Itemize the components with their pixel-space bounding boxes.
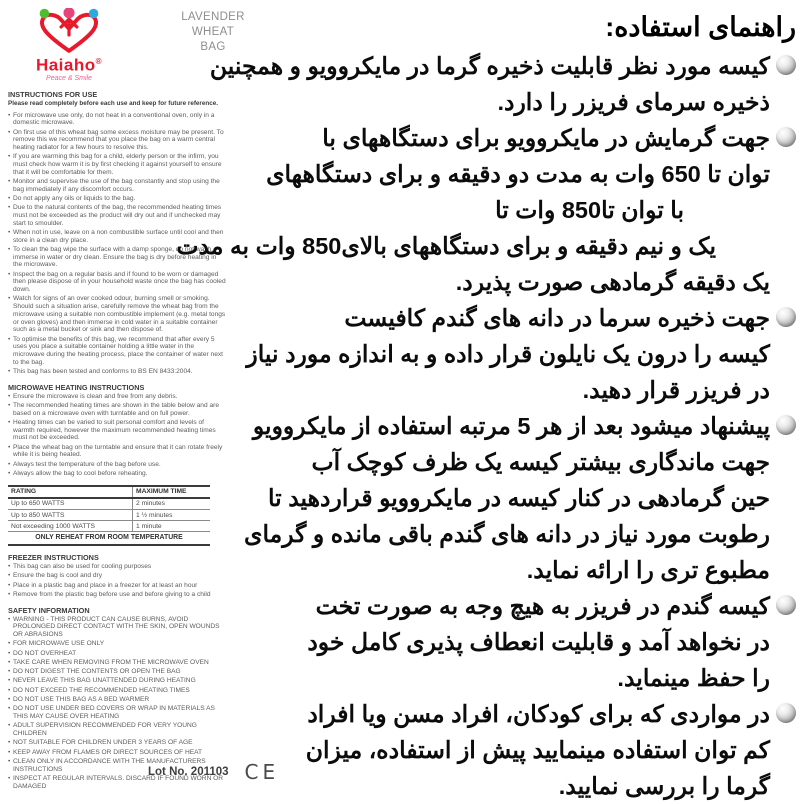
persian-text-line: حین گرمادهی در کنار کیسه در مایکروویو قراردهید تا [267,485,770,511]
persian-text-line: جهت گرمایش در مایکروویو برای دستگاههای با [322,125,770,151]
instructions-subheading: Please read completely before each use and keep for future reference. [8,99,218,107]
sphere-bullet-icon [776,55,796,75]
table-row [8,521,210,532]
table-header-cell: MAXIMUM TIME [133,486,211,498]
list-item: • Remove from the plastic bag before use and before giving to a child [8,591,226,599]
table-row [8,510,210,521]
list-item: • KEEP AWAY FROM FLAMES OR DIRECT SOURCES OF HEAT [8,749,226,757]
persian-text-line: کم توان استفاده مینمایید پیش از استفاده، میزان [305,737,770,763]
list-item: • For microwave use only, do not heat in a conventional oven, only in a domestic microwave. [8,112,226,127]
persian-text-line: کیسه گندم در فریزر به هیچ وجه به صورت تخت [315,593,770,619]
list-item: • Due to the natural contents of the bag, the recommended heating times must not be exceeded as the product will dry out and if unchecked may start to smoulder. [8,204,226,227]
persian-bullet [222,408,796,588]
persian-bullet [222,696,796,804]
list-item: • This bag has been tested and conforms to BS EN 8433:2004. [8,368,226,376]
sphere-bullet-icon [776,127,796,147]
list-item: • DO NOT DIGEST THE CONTENTS OR OPEN THE BAG [8,668,226,676]
list-item: • To clean the bag wipe the surface with a damp sponge, do not wash, immerse in water or dry clean. Ensure the bag is dry before heating in the microwave. [8,246,226,269]
table-header-cell: RATING [8,486,133,498]
list-item: • FOR MICROWAVE USE ONLY [8,640,226,648]
persian-bullet-line [222,120,796,156]
heating-time-table [8,485,210,533]
table-cell: 2 minutes [133,498,211,510]
list-item: • Monitor and supervise the use of the bag constantly and stop using the bag immediately if any discomfort occurs. [8,178,226,193]
microwave-heading: MICROWAVE HEATING INSTRUCTIONS [8,382,145,392]
product-title-line: LAVENDER [181,11,245,23]
sphere-bullet-icon [776,703,796,723]
list-item: • Watch for signs of an over cooked odour, burning smell or smoking. Should such a situation arise, carefully remove the wheat bag from the microwave using a suitable non combustible implement (e.g. metal tongs or oven gloves) and then immerse in cold water in a suitable container such as a metal bucket or sink and then dispose of. [8,295,226,334]
list-item: • NOT SUITABLE FOR CHILDREN UNDER 3 YEARS OF AGE [8,739,226,747]
freezer-heading: FREEZER INSTRUCTIONS [8,552,99,562]
persian-text-line: در فریزر قرار دهید. [582,377,770,403]
list-item: • DO NOT EXCEED THE RECOMMENDED HEATING TIMES [8,687,226,695]
sphere-bullet-icon [776,415,796,435]
persian-text-line: در مواردی که برای کودکان، افراد مسن ویا افراد [307,701,770,727]
product-title-line: BAG [200,41,226,53]
list-item: • This bag can also be used for cooling purposes [8,563,226,571]
list-item: • On first use of this wheat bag some excess moisture may be present. To remove this we recommend that you place the bag on a warm central heating radiator for a few hours to resolve this. [8,129,226,152]
list-item: • INSPECT AT REGULAR INTERVALS. DISCARD IF FOUND WORN OR DAMAGED [8,775,226,790]
persian-text-line: مطبوع تری را ارائه نماید. [526,557,770,583]
list-item: • DO NOT OVERHEAT [8,650,226,658]
brand-name: Haiaho® [35,55,103,75]
persian-bullet [222,588,796,696]
list-item: • Ensure the bag is cool and dry [8,572,226,580]
microwave-list [8,393,226,478]
list-item: • Inspect the bag on a regular basis and if found to be worn or damaged then please dispose of in your household waste once the bag has cooled down. [8,271,226,294]
instructions-heading: INSTRUCTIONS FOR USE [8,89,98,99]
sphere-bullet-icon [776,595,796,615]
list-item: • CLEAN ONLY IN ACCORDANCE WITH THE MANUFACTURERS INSTRUCTIONS [8,758,226,773]
persian-text-line: جهت ماندگاری بیشتر کیسه یک ظرف کوچک آب [311,449,770,475]
list-item: • Place in a plastic bag and place in a freezer for at least an hour [8,582,226,590]
list-item: • TAKE CARE WHEN REMOVING FROM THE MICROWAVE OVEN [8,659,226,667]
sphere-bullet-icon [776,307,796,327]
ce-mark-icon: CE [244,760,280,784]
heart-figures-icon [14,8,124,54]
list-item: • Place the wheat bag on the turntable and ensure that it can rotate freely while it is being heated. [8,444,226,459]
persian-bullet-line [222,408,796,444]
list-item: • DO NOT USE UNDER BED COVERS OR WRAP IN MATERIALS AS THIS MAY CAUSE OVER HEATING [8,705,226,720]
table-cell: Up to 650 WATTS [8,498,133,510]
product-title-line: WHEAT [191,26,235,38]
brand-logo [14,8,124,83]
table-cell: Up to 850 WATTS [8,510,133,521]
list-item: • The recommended heating times are shown in the table below and are based on a microwave oven with turntable and on full power. [8,402,226,417]
list-item: • Heating times can be varied to suit personal comfort and levels of warmth required, however the maximum recommended heating times must not be exceeded. [8,419,226,442]
persian-bullet-line [209,48,796,84]
table-footer-note: ONLY REHEAT FROM ROOM TEMPERATURE [8,532,210,546]
persian-text-line: یک دقیقه گرمادهی صورت پذیرد. [455,269,770,295]
brand-tagline: Peace & Smile [46,74,92,82]
persian-text-line: را حفظ مینماید. [617,665,770,691]
list-item: • Always allow the bag to cool before reheating. [8,470,226,478]
persian-bullet-line [222,300,796,336]
persian-text-line: کیسه مورد نظر قابلیت ذخیره گرما در مایکروویو و همچنین [209,53,770,79]
persian-text-line: جهت ذخیره سرما در دانه های گندم کافیست [344,305,770,331]
list-item: • Do not apply any oils or liquids to the bag. [8,195,226,203]
list-item: • To optimise the benefits of this bag, we recommend that after every 5 uses you place a suitable container holding a little water in the microwave during the heating process, place the container of water next to the bag. [8,336,226,367]
persian-text-line: پیشنهاد میشود بعد از هر 5 مرتبه استفاده از مایکروویو [252,413,770,439]
persian-text-line: با توان تا850 وات تا [495,197,684,223]
persian-bullet-line [222,588,796,624]
persian-text-line: کیسه را درون یک نایلون قرار داده و به اندازه مورد نیاز [246,341,770,367]
persian-text-line: یک و نیم دقیقه و برای دستگاههای بالای850 وات به مدت [176,233,716,259]
list-item: • NEVER LEAVE THIS BAG UNATTENDED DURING HEATING [8,677,226,685]
persian-text-line: در نخواهد آمد و قابلیت انعطاف پذیری کامل خود [307,629,770,655]
list-item: • When not in use, leave on a non combustible surface until cool and then store in a clean dry place. [8,229,226,244]
list-item: • ADULT SUPERVISION RECOMMENDED FOR VERY YOUNG CHILDREN [8,722,226,737]
freezer-list [8,563,226,599]
list-item: • WARNING - THIS PRODUCT CAN CAUSE BURNS, AVOID PROLONGED DIRECT CONTACT WITH THE SKIN, OPEN WOUNDS OR ABRASIONS [8,616,226,639]
persian-text-line: رطوبت مورد نیاز در دانه های گندم باقی مانده و گرمای [244,521,770,547]
list-item: • Always test the temperature of the bag before use. [8,461,226,469]
persian-bullet [209,48,796,120]
table-cell: 1 minute [133,521,211,532]
table-header-row [8,486,210,498]
persian-text-line: ذخیره سرمای فریزر را دارد. [497,89,770,115]
persian-bullet [176,120,796,300]
persian-text-line: گرما را بررسی نمایید. [558,773,770,799]
persian-text-line: توان تا 650 وات به مدت دو دقیقه و برای دستگاههای [266,161,770,187]
persian-bullet-line [222,696,796,732]
list-item: • DO NOT USE THIS BAG AS A BED WARMER [8,696,226,704]
persian-title: راهنمای استفاده: [605,12,796,42]
list-item: • If you are warming this bag for a child, elderly person or the infirm, you must check how warm it is by first checking it against yourself to ensure that it will be comfortable for them. [8,153,226,176]
safety-heading: SAFETY INFORMATION [8,605,90,615]
table-cell: Not exceeding 1000 WATTS [8,521,133,532]
table-cell: 1 ½ minutes [133,510,211,521]
persian-bullet [222,300,796,408]
english-column [8,6,226,792]
table-row [8,498,210,510]
lot-number: Lot No. 201103 [148,766,229,778]
list-item: • Ensure the microwave is clean and free from any debris. [8,393,226,401]
registered-mark: ® [95,57,103,66]
